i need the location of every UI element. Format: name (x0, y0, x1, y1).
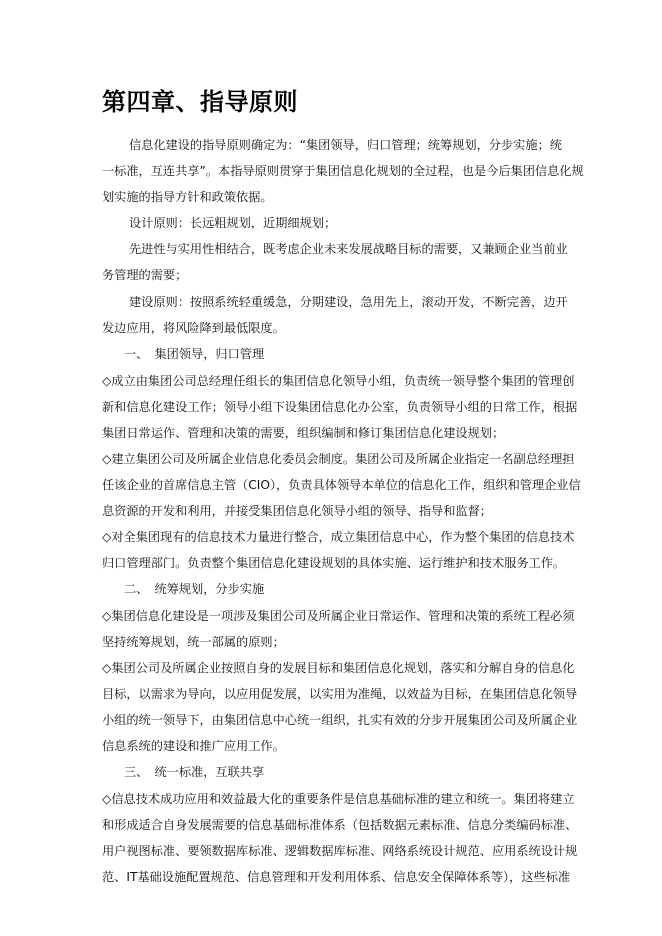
paragraph-line: 目标，以需求为导向，以应用促发展，以实用为准绳，以效益为目标，在集团信息化领导 (102, 687, 578, 701)
paragraph-line: ◇建立集团公司及所属企业信息化委员会制度。集团公司及所属企业指定一名副总经理担 (102, 452, 575, 466)
paragraph-line: ◇成立由集团公司总经理任组长的集团信息化领导小组，负责统一领导整个集团的管理创 (102, 374, 575, 388)
paragraph-line: 一标准，互连共享”。本指导原则贯穿于集团信息化规划的全过程，也是今后集团信息化规 (102, 164, 584, 178)
paragraph-line: 发边应用，将风险降到最低限度。 (102, 321, 285, 335)
chapter-title: 第四章、指导原则 (102, 87, 298, 116)
paragraph-line: 归口管理部门。负责整个集团信息化建设规划的具体实施、运行维护和技术服务工作。 (102, 556, 566, 570)
paragraph-line: 范、IT基础设施配置规范、信息管理和开发利用体系、信息安全保障体系等），这些标准 (102, 870, 571, 884)
paragraph-line: 和形成适合自身发展需要的信息基础标准体系（包括数据元素标准、信息分类编码标准、 (102, 818, 578, 832)
paragraph-line: 建设原则：按照系统轻重缓急，分期建设，急用先上，滚动开发，不断完善，边开 (129, 295, 568, 309)
paragraph-line: 信息化建设的指导原则确定为：“集团领导，归口管理；统筹规划，分步实施；统 (129, 138, 562, 152)
paragraph-line: 信息系统的建设和推广应用工作。 (102, 739, 285, 753)
paragraph-line: 小组的统一领导下，由集团信息中心统一组织，扎实有效的分步开展集团公司及所属企业 (102, 713, 578, 727)
paragraph-line: 任该企业的首席信息主管（CIO），负责具体领导本单位的信息化工作，组织和管理企业信 (102, 478, 581, 492)
paragraph-line: 息资源的开发和利用，并接受集团信息化领导小组的领导、指导和监督； (102, 504, 492, 518)
paragraph-line: 集团日常运作、管理和决策的需要，组织编制和修订集团信息化建设规划； (102, 426, 505, 440)
section-heading: 二、 统筹规划，分步实施 (124, 582, 265, 596)
paragraph-line: ◇对全集团现有的信息技术力量进行整合，成立集团信息中心，作为整个集团的信息技术 (102, 530, 575, 544)
paragraph-line: ◇集团公司及所属企业按照自身的发展目标和集团信息化规划，落实和分解自身的信息化 (102, 661, 575, 675)
paragraph-line: 划实施的指导方针和政策依据。 (102, 190, 273, 204)
paragraph-line: 设计原则：长远粗规划，近期细规划； (129, 216, 337, 230)
paragraph-line: ◇信息技术成功应用和效益最大化的重要条件是信息基础标准的建立和统一。集团将建立 (102, 792, 575, 806)
paragraph-line: 坚持统筹规划，统一部属的原则； (102, 635, 285, 649)
paragraph-line: 用户视图标准、要领数据库标准、逻辑数据库标准、网络系统设计规范、应用系统设计规 (102, 844, 578, 858)
paragraph-line: 新和信息化建设工作；领导小组下设集团信息化办公室，负责领导小组的日常工作，根据 (102, 400, 578, 414)
paragraph-line: 先进性与实用性相结合，既考虑企业未来发展战略目标的需要，又兼顾企业当前业 (129, 242, 568, 256)
paragraph-line: 务管理的需要； (102, 268, 188, 282)
section-heading: 一、 集团领导，归口管理 (124, 347, 265, 361)
section-heading: 三、 统一标准，互联共享 (124, 765, 265, 779)
paragraph-line: ◇集团信息化建设是一项涉及集团公司及所属企业日常运作、管理和决策的系统工程必须 (102, 609, 575, 623)
